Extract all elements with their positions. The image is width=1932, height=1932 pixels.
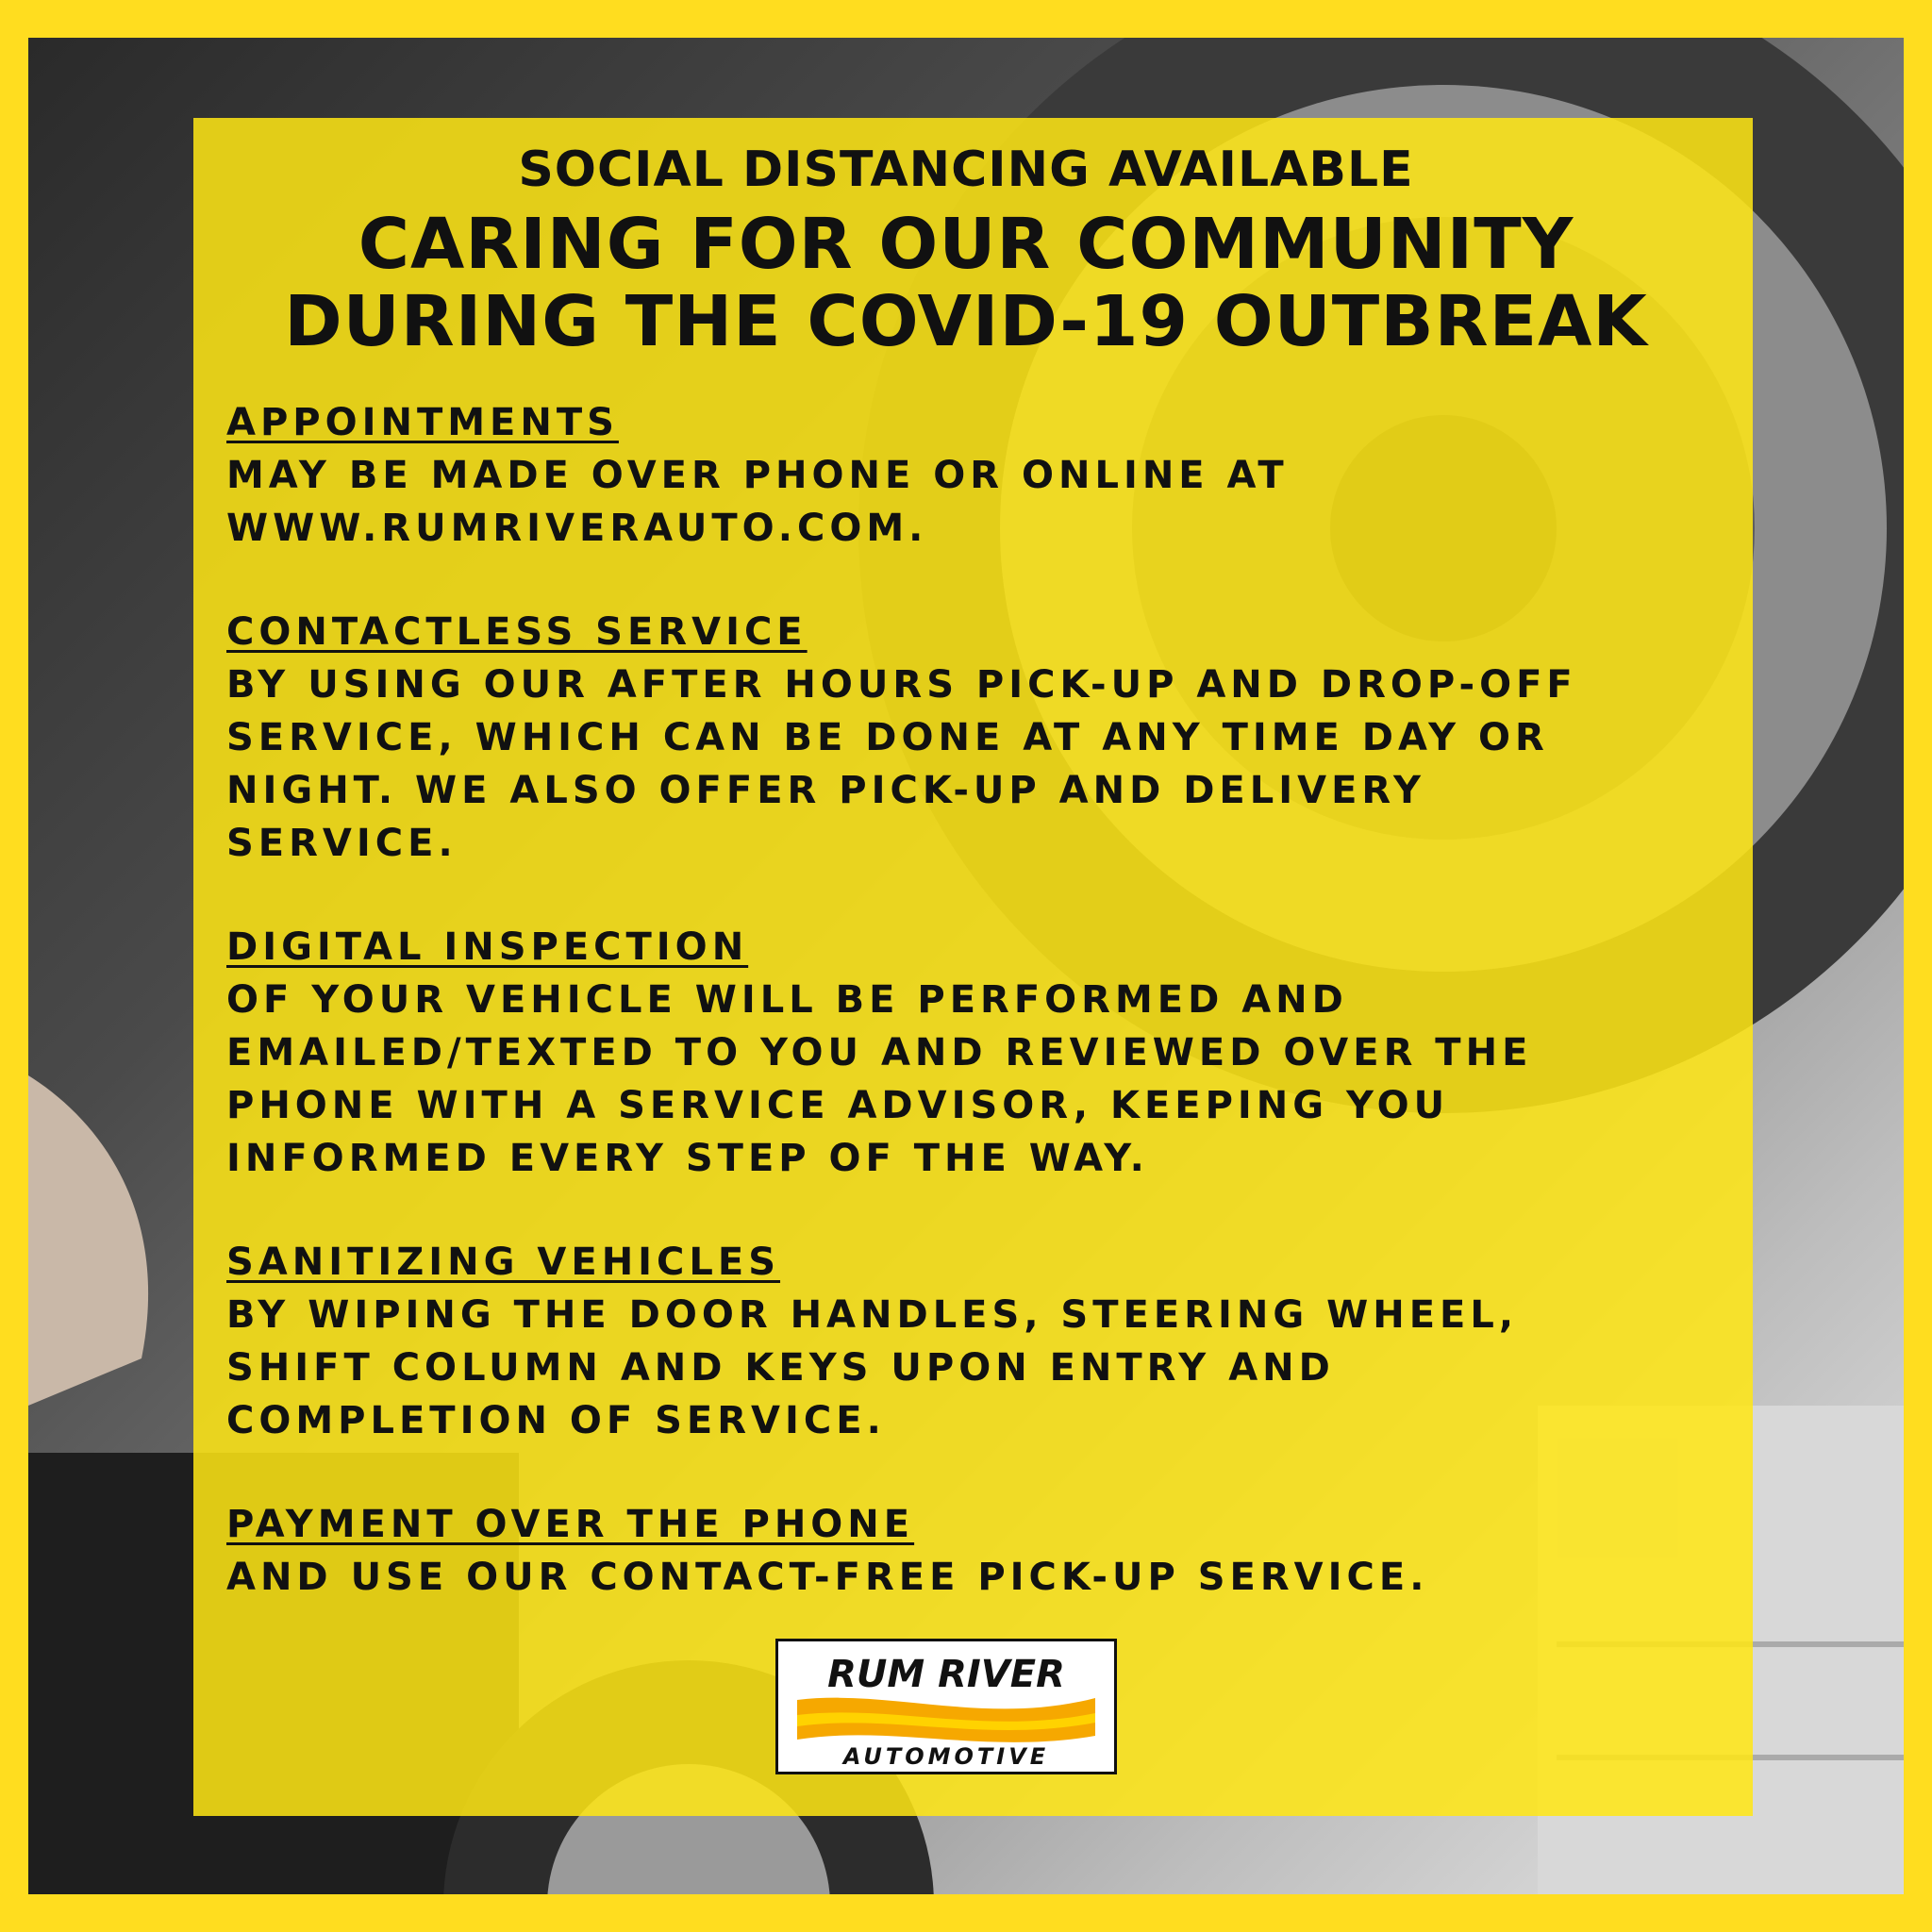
section-sanitizing-vehicles [226,1236,1641,1447]
subheadline: SOCIAL DISTANCING AVAILABLE [518,142,1414,198]
section-body: AND USE OUR CONTACT-FREE PICK-UP SERVICE. [226,1556,1429,1599]
logo-graphic [778,1641,1114,1772]
section-heading: APPOINTMENTS [226,401,619,444]
headline [0,206,1932,360]
section-body: BY USING OUR AFTER HOURS PICK-UP AND DROP-OFF SERVICE, WHICH CAN BE DONE AT ANY TIME DAY OR NIGHT. WE ALSO OFFER PICK-UP AND DELIVERY SERVICE. [226,663,1577,865]
section-heading: DIGITAL INSPECTION [226,925,749,969]
logo-wordmark-top: RUM RIVER [827,1653,1065,1696]
section-contactless-service [226,606,1641,870]
rum-river-logo [775,1639,1117,1774]
section-heading: CONTACTLESS SERVICE [226,610,808,654]
section-body: BY WIPING THE DOOR HANDLES, STEERING WHEEL, SHIFT COLUMN AND KEYS UPON ENTRY AND COMPLETION OF SERVICE. [226,1293,1519,1442]
logo-wordmark-bottom: AUTOMOTIVE [842,1743,1050,1770]
section-heading: PAYMENT OVER THE PHONE [226,1503,915,1546]
section-body: MAY BE MADE OVER PHONE OR ONLINE AT WWW.RUMRIVERAUTO.COM. [226,454,1289,550]
section-body: OF YOUR VEHICLE WILL BE PERFORMED AND EMAILED/TEXTED TO YOU AND REVIEWED OVER THE PHONE WITH A SERVICE ADVISOR, KEEPING YOU INFORMED EVERY STEP OF THE WAY. [226,978,1533,1180]
section-payment [226,1498,1641,1604]
headline-line-1: CARING FOR OUR COMMUNITY [358,204,1574,285]
section-appointments [226,396,1641,555]
headline-line-2: DURING THE COVID-19 OUTBREAK [284,281,1648,362]
section-digital-inspection [226,921,1641,1185]
section-heading: SANITIZING VEHICLES [226,1241,781,1284]
